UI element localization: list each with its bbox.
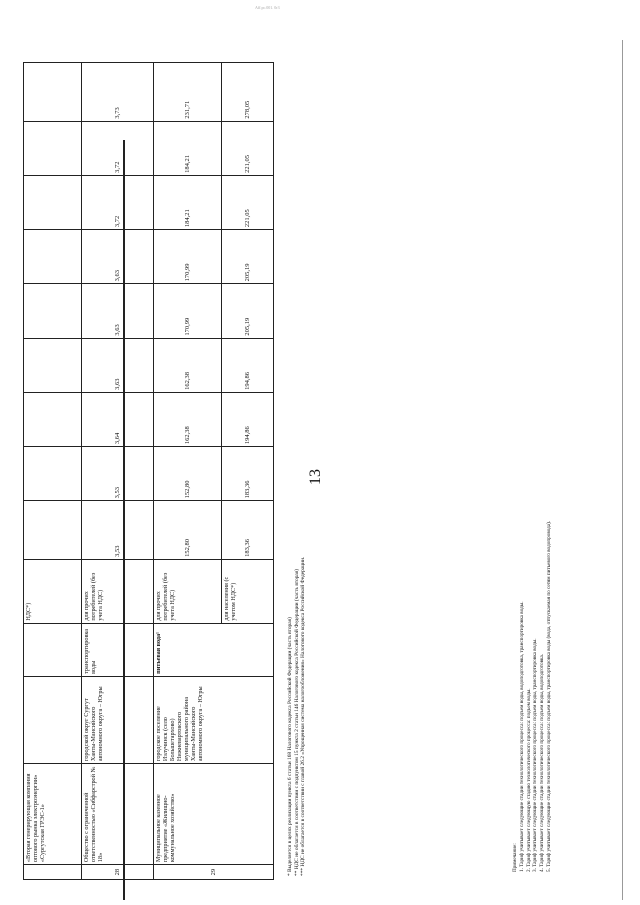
table-cell: 183,36: [222, 501, 274, 560]
table-cell: 194,86: [222, 338, 274, 392]
table-cell: 205,19: [222, 284, 274, 338]
tariff-table: [23, 62, 274, 880]
scan-mark: Aff.pc.001. 0r3: [255, 5, 280, 10]
table-cell: городской округ Сургут Ханты-Мансийского автономного округа – Югры: [82, 676, 154, 763]
table-cell: 152,80: [154, 447, 222, 501]
table-cell: 231,71: [154, 63, 222, 122]
page-number: 13: [307, 469, 324, 485]
table-cell: 3,63: [82, 338, 154, 392]
table-cell: [24, 676, 82, 763]
table-cell: 162,38: [154, 338, 222, 392]
table-cell: 170,99: [154, 230, 222, 284]
table-cell: 3,53: [82, 501, 154, 560]
remark-item: 4. Тариф учитывает следующие стадии технологического процесса: подъем воды, водоподготовка.: [539, 653, 546, 872]
table-cell: 184,21: [154, 121, 222, 175]
footnotes: [287, 76, 307, 876]
table-cell: 3,63: [82, 230, 154, 284]
remark-item: 5. Тариф учитывает следующие стадии технологического процесса: подъем воды, транспортировка воды (вода, отпускаемая по сетям питьевого водопровода).: [545, 520, 552, 872]
table-cell: [24, 284, 82, 338]
table-row: [82, 63, 154, 880]
table-cell: 162,38: [154, 392, 222, 446]
footnote: *** НДС не облагается в соответствии с главой 26.2 «Упрощенная система налогообложения» Налогового кодекса Российской Федерации.: [300, 556, 307, 876]
table-cell: [24, 623, 82, 676]
table-cell: Муниципальное казенное предприятие «Жилищно-коммунальное хозяйство»: [154, 764, 274, 865]
table-cell: НДС*): [24, 559, 82, 623]
table-row: [24, 63, 82, 880]
table-cell: [24, 338, 82, 392]
table-cell: 221,05: [222, 175, 274, 229]
table-cell: 221,05: [222, 121, 274, 175]
table-cell: [24, 392, 82, 446]
remark-item: 3. Тариф учитывает следующие стадии технологического процесса: подъем воды, транспортировка воды.: [532, 638, 539, 872]
table-cell: 205,19: [222, 230, 274, 284]
table-cell: 152,80: [154, 501, 222, 560]
table-cell: [24, 501, 82, 560]
table-cell: [24, 230, 82, 284]
table-cell: 183,36: [222, 447, 274, 501]
table-cell: Общество с ограниченной ответственностью «Сибфарстрой № 18»: [82, 764, 154, 865]
table-cell: 3,53: [82, 447, 154, 501]
remark-item: 2. Тариф учитывает следующую стадию технологического процесса: подъем воды.: [525, 688, 532, 872]
remark-item: 1. Тариф учитывает следующие стадии технологического процесса: подъем воды, водоподготовка, транспортировка воды.: [518, 601, 525, 872]
table-cell: 3,64: [82, 392, 154, 446]
remarks-heading: Примечание:: [512, 843, 518, 872]
table-cell: 278,05: [222, 63, 274, 122]
table-cell: 3,72: [82, 175, 154, 229]
table-cell: [24, 63, 82, 122]
table-cell: «Вторая генерирующая компания оптового рынка электроэнергии» «Сургутская ГРЭС-1»: [24, 764, 82, 865]
rotated-page-content: [15, 25, 615, 890]
remarks: [512, 52, 553, 872]
footnote: * Выделяется в целях реализации пункта 6 статьи 168 Налогового кодекса Российской Федерации (часть вторая): [287, 617, 293, 876]
table-cell: 3,72: [82, 121, 154, 175]
table-cell: 3,63: [82, 284, 154, 338]
table-cell: для прочих потребителей (без учета НДС): [82, 559, 154, 623]
footnote: ** НДС не облагается в соответствии с подпунктом 15 пункта 2 статьи 146 Налогового кодекса Российской Федерации (часть вторая): [293, 568, 300, 876]
table-cell: транспортировка воды: [82, 623, 154, 676]
scan-edge-line-right: [622, 40, 623, 900]
table-cell: [24, 447, 82, 501]
table-cell: питьевая вода¹: [154, 623, 274, 676]
table-cell: 28: [82, 865, 154, 880]
table-cell: 184,21: [154, 175, 222, 229]
table-cell: 3,73: [82, 63, 154, 122]
table-cell: для населения (с учетом НДС*): [222, 559, 274, 623]
table-cell: для прочих потребителей (без учета НДС): [154, 559, 222, 623]
table-cell: [24, 121, 82, 175]
table-cell: 29: [154, 865, 274, 880]
table-row: [154, 63, 222, 880]
table-cell: 194,86: [222, 392, 274, 446]
table-cell: [24, 865, 82, 880]
table-cell: [24, 175, 82, 229]
table-cell: 170,99: [154, 284, 222, 338]
table-cell: городское поселение Излучинск (село Большетарховo) Нижневартовского муниципального района Ханты-Мансийского автономного округа – Югры: [154, 676, 274, 763]
